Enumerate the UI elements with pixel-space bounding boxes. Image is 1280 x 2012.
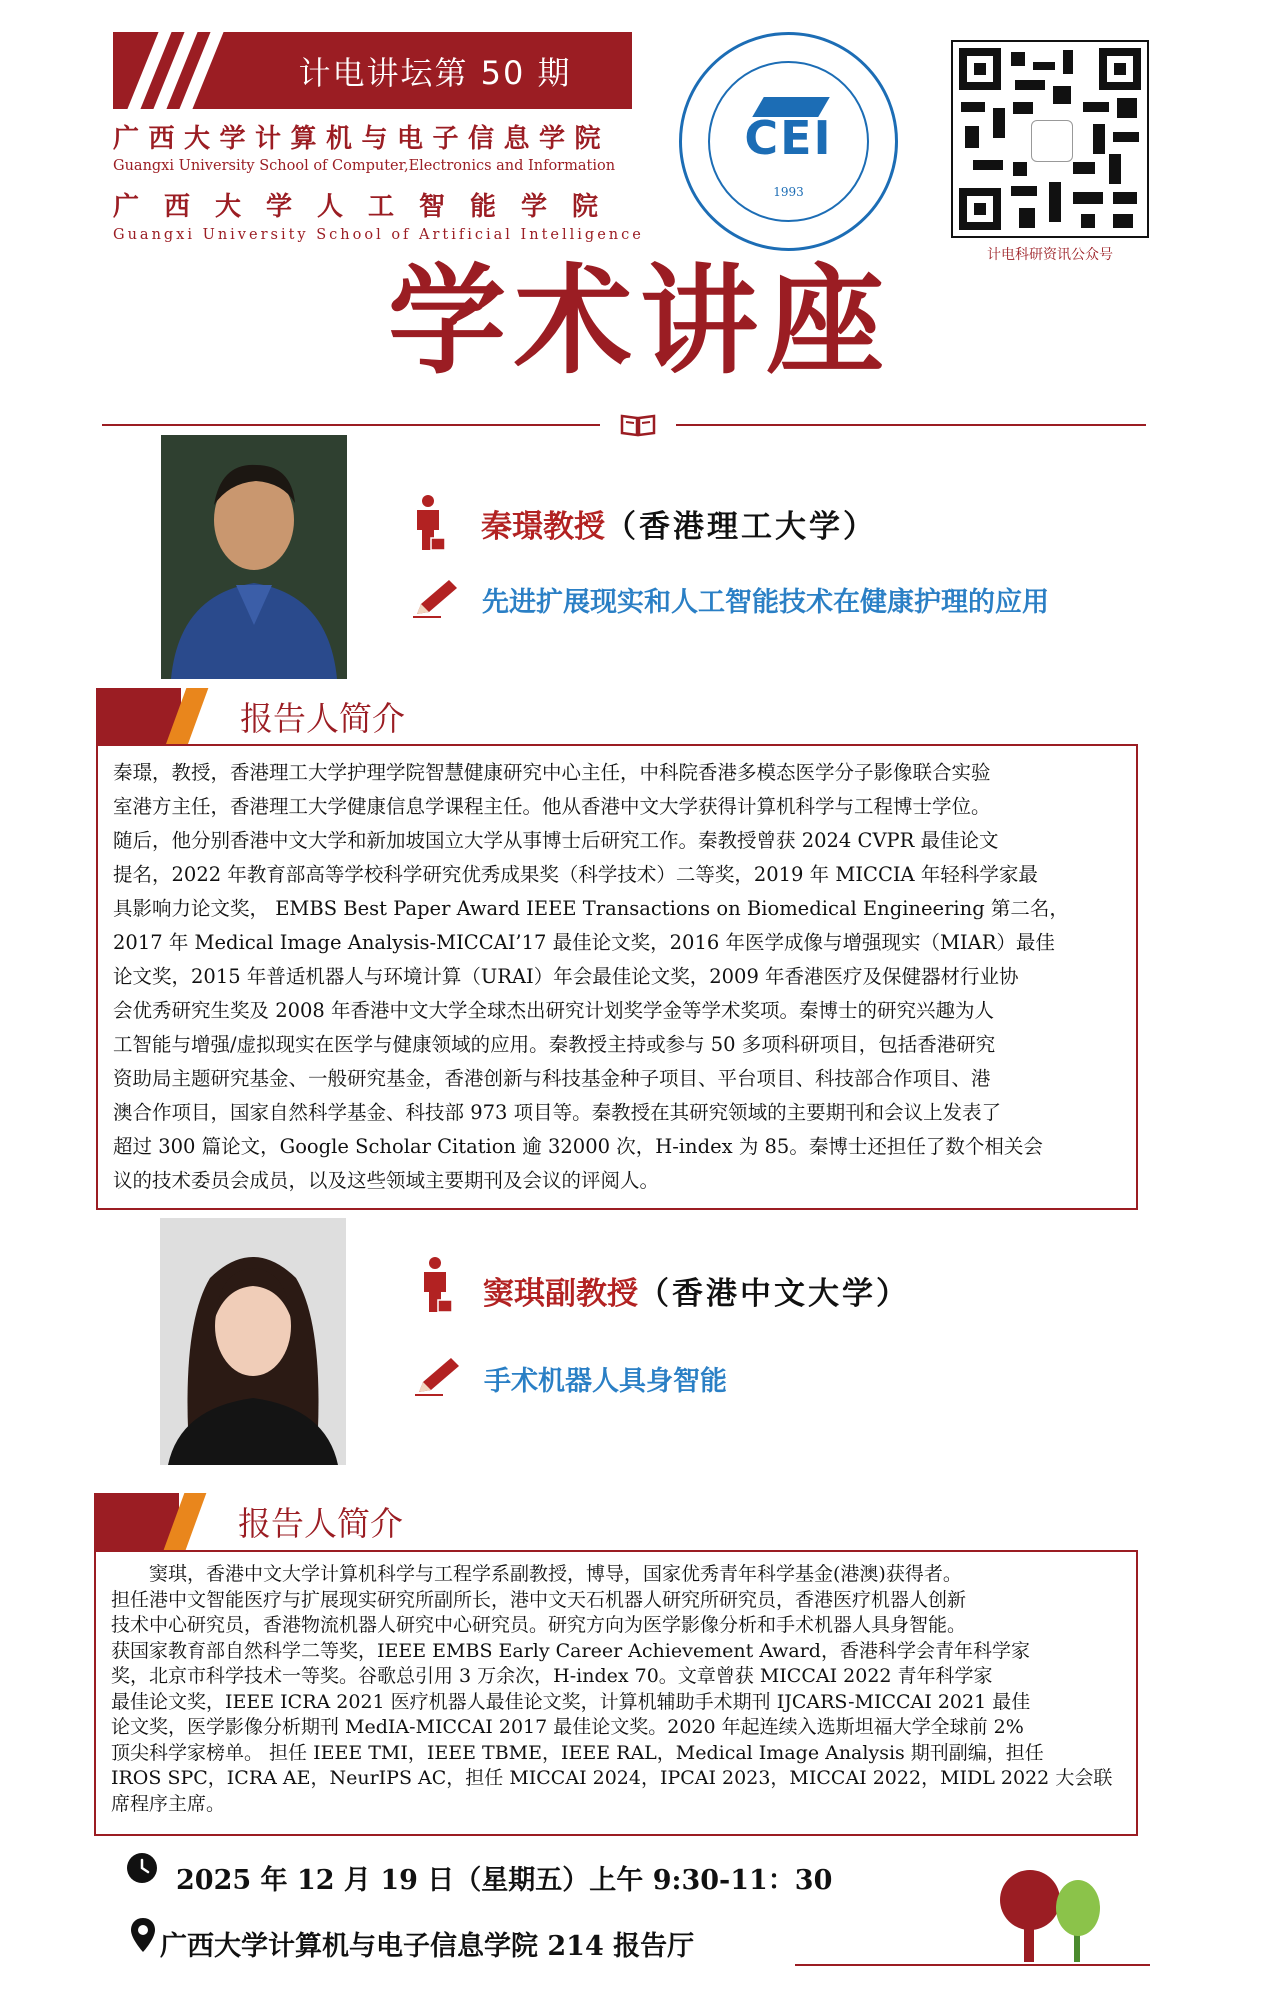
logo-letters: CEI: [744, 111, 833, 165]
footer-rule: [795, 1964, 1150, 1966]
pencil-icon: [411, 578, 461, 618]
speaker-icon: [418, 1256, 452, 1314]
bio-line: 论文奖，医学影像分析期刊 MedIA-MICCAI 2017 最佳论文奖。2020 年起连续入选斯坦福大学全球前 2%: [111, 1716, 1024, 1738]
college-logo: [679, 32, 898, 251]
event-location: 广西大学计算机与电子信息学院 214 报告厅: [160, 1931, 695, 1962]
ai-school-name-cn: 广西大学人工智能学院: [113, 192, 624, 222]
bio-section-label: 报告人简介: [240, 699, 405, 738]
speaker-bio: [111, 1562, 1123, 1817]
qr-caption: 计电科研资讯公众号: [987, 247, 1113, 263]
title-rule-left: [102, 424, 600, 426]
event-datetime: 2025 年 12 月 19 日（星期五）上午 9:30-11：30: [176, 1865, 833, 1896]
speaker-institution: （香港中文大学）: [638, 1276, 910, 1312]
bio-line: 奖，北京市科学技术一等奖。谷歌总引用 3 万余次，H-index 70。文章曾获 MICCAI 2022 青年科学家: [111, 1665, 993, 1687]
bio-section-header: [96, 688, 405, 745]
book-icon: [620, 413, 656, 437]
bio-line: IROS SPC，ICRA AE，NeurIPS AC，担任 MICCAI 2024，IPCAI 2023，MICCAI 2022，MIDL 2022 大会联: [111, 1767, 1113, 1789]
bio-line: 室港方主任，香港理工大学健康信息学课程主任。他从香港中文大学获得计算机科学与工程博士学位。: [113, 795, 991, 818]
speaker-name: 秦璟教授: [481, 509, 605, 545]
clock-icon: [126, 1852, 158, 1884]
logo-year: 1993: [773, 185, 804, 199]
bio-line: 会优秀研究生奖及 2008 年香港中文大学全球杰出研究计划奖学金等学术奖项。秦博士的研究兴趣为人: [113, 999, 995, 1022]
qr-code[interactable]: [951, 40, 1149, 238]
title-rule-right: [676, 424, 1146, 426]
talk-title: 手术机器人具身智能: [484, 1366, 727, 1397]
bio-line: 提名，2022 年教育部高等学校科学研究优秀成果奖（科学技术）二等奖，2019 年 MICCIA 年轻科学家最: [113, 863, 1038, 886]
bio-line: 随后，他分别香港中文大学和新加坡国立大学从事博士后研究工作。秦教授曾获 2024 CVPR 最佳论文: [113, 829, 999, 852]
bio-line: 具影响力论文奖， EMBS Best Paper Award IEEE Transactions on Biomedical Engineering 第二名，: [113, 897, 1069, 920]
speaker-bio: [113, 756, 1123, 1198]
bio-line: 担任港中文智能医疗与扩展现实研究所副所长，港中文天石机器人研究所研究员，香港医疗机器人创新: [111, 1588, 967, 1611]
bio-line: 席程序主席。: [111, 1792, 226, 1815]
bio-line: 超过 300 篇论文，Google Scholar Citation 逾 32000 次，H-index 为 85。秦博士还担任了数个相关会: [113, 1135, 1043, 1158]
series-label: 计电讲坛第 50 期: [298, 53, 572, 92]
speaker-name: 窦琪副教授: [483, 1276, 638, 1312]
speaker-photo-qin: [161, 435, 347, 679]
speaker-icon: [411, 494, 445, 552]
speaker-heading-qin: [481, 501, 877, 546]
speaker-photo-dou: [160, 1218, 346, 1465]
bio-line: 工智能与增强/虚拟现实在医学与健康领域的应用。秦教授主持或参与 50 多项科研项目，包括香港研究: [113, 1033, 996, 1056]
speaker-heading-dou: [483, 1268, 910, 1313]
bio-line: 获国家教育部自然科学二等奖，IEEE EMBS Early Career Achievement Award，香港科学会青年科学家: [111, 1639, 1030, 1662]
bio-line: 最佳论文奖，IEEE ICRA 2021 医疗机器人最佳论文奖，计算机辅助手术期刊 IJCARS-MICCAI 2021 最佳: [111, 1690, 1031, 1713]
bio-line: 窦琪，香港中文大学计算机科学与工程学系副教授，博导，国家优秀青年科学基金(港澳)获得者。: [111, 1563, 962, 1585]
bio-section-header: [94, 1493, 403, 1550]
bio-line: 资助局主题研究基金、一般研究基金，香港创新与科技基金种子项目、平台项目、科技部合作项目、港: [113, 1067, 991, 1090]
location-pin-icon: [130, 1917, 156, 1953]
bio-line: 秦璟，教授，香港理工大学护理学院智慧健康研究中心主任，中科院香港多模态医学分子影像联合实验: [113, 761, 991, 784]
speaker-bio-box: [96, 744, 1138, 1210]
bio-line: 2017 年 Medical Image Analysis-MICCAI’17 最佳论文奖，2016 年医学成像与增强现实（MIAR）最佳: [113, 931, 1055, 954]
bio-line: 技术中心研究员，香港物流机器人研究中心研究员。研究方向为医学影像分析和手术机器人具身智能。: [111, 1614, 967, 1636]
bio-line: 议的技术委员会成员，以及这些领域主要期刊及会议的评阅人。: [113, 1169, 660, 1192]
school-name-en: Guangxi University School of Computer,Electronics and Information: [113, 158, 616, 174]
main-title: 学术讲座: [387, 252, 892, 390]
school-name-cn: 广西大学计算机与电子信息学院: [113, 124, 611, 154]
series-banner: [113, 32, 632, 109]
bio-section-label: 报告人简介: [238, 1504, 403, 1543]
bio-line: 澳合作项目，国家自然科学基金、科技部 973 项目等。秦教授在其研究领域的主要期刊和会议上发表了: [113, 1101, 1002, 1124]
bio-line: 顶尖科学家榜单。 担任 IEEE TMI，IEEE TBME，IEEE RAL，Medical Image Analysis 期刊副编，担任: [111, 1741, 1044, 1764]
ai-school-name-en: Guangxi University School of Artificial Intelligence: [113, 227, 644, 243]
tree-decoration-icon: [1000, 1860, 1150, 1968]
pencil-icon: [413, 1356, 463, 1396]
bio-line: 论文奖，2015 年普适机器人与环境计算（URAI）年会最佳论文奖，2009 年香港医疗及保健器材行业协: [113, 965, 1019, 988]
speaker-bio-box: [94, 1550, 1138, 1836]
speaker-institution: （香港理工大学）: [605, 509, 877, 545]
talk-title: 先进扩展现实和人工智能技术在健康护理的应用: [482, 587, 1049, 618]
qr-center-logo: [1031, 120, 1073, 162]
